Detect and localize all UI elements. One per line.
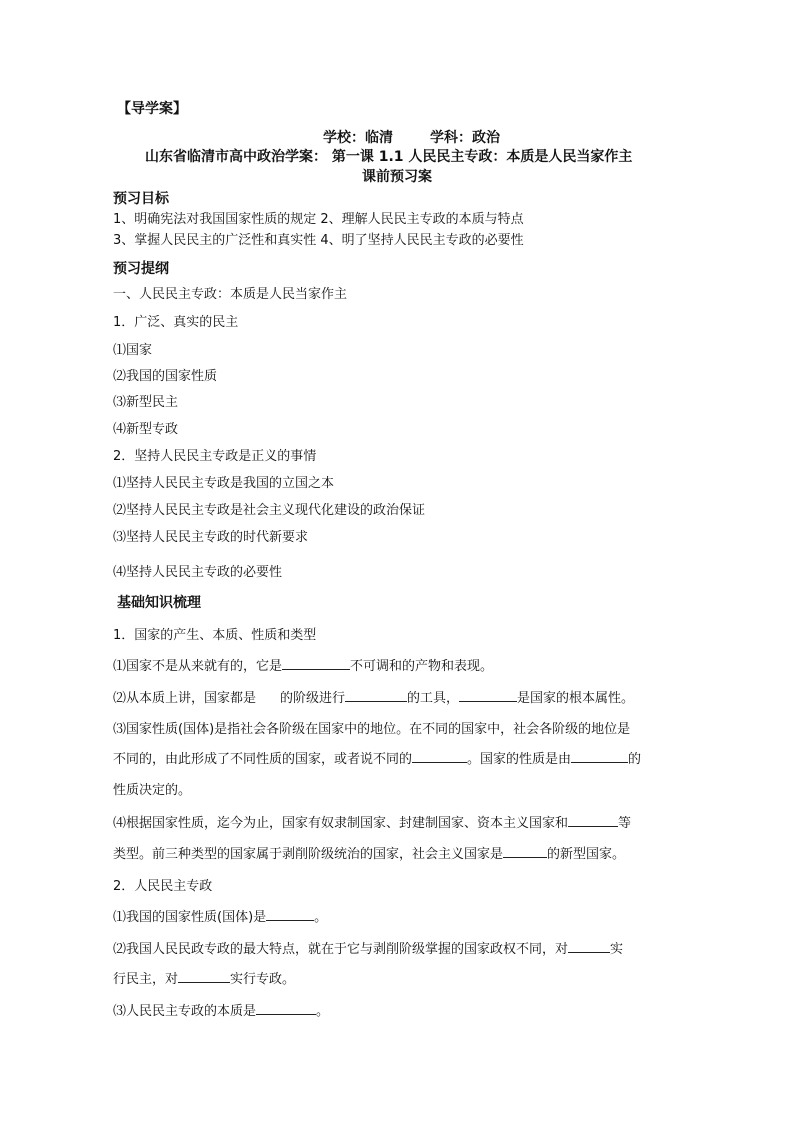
p1-text-a: ⑴我国的国家性质(国体)是 [113, 910, 267, 925]
outline-item: ⑴国家 [113, 343, 153, 358]
basics-q4-line-1 [113, 812, 631, 831]
q3-text-d: 的 [628, 752, 642, 767]
fill-blank[interactable] [568, 812, 618, 827]
basics-heading: 基础知识梳理 [117, 595, 201, 611]
q2-text-d: 是国家的根本属性。 [517, 691, 635, 706]
q4-text-d: 的新型国家。 [547, 847, 626, 862]
q1-text-b: 不可调和的产物和表现。 [350, 659, 494, 674]
school-label: 学校：临清 [323, 130, 393, 146]
outline-heading: 预习提纲 [113, 261, 169, 277]
q3-text-c: 。国家的性质是由 [467, 752, 572, 767]
document-subtitle: 课前预习案 [362, 169, 432, 185]
p3-text-b: 。 [316, 1004, 330, 1019]
basics-q3-line-1: ⑶国家性质(国体)是指社会各阶级在国家中的地位。在不同的国家中，社会各阶级的地位是 [113, 722, 631, 737]
p2-text-a: ⑵我国人民民政专政的最大特点，就在于它与剥削阶级掌握的国家政权不同，对 [113, 942, 569, 957]
q1-text-a: ⑴国家不是从来就有的，它是 [113, 659, 283, 674]
q4-text-a: ⑷根据国家性质，迄今为止，国家有奴隶制国家、封建制国家、资本主义国家和 [113, 816, 569, 831]
guide-tag: 【导学案】 [117, 101, 187, 117]
p2-text-c: 行民主，对 [113, 972, 179, 987]
outline-item: ⑷坚持人民民主专政的必要性 [113, 565, 283, 580]
q3-text-b: 不同的，由此形成了不同性质的国家，或者说不同的 [113, 752, 413, 767]
basics-p1 [113, 906, 327, 925]
p3-text-a: ⑶人民民主专政的本质是 [113, 1004, 257, 1019]
q2-text-a: ⑵从本质上讲，国家都是 [113, 691, 257, 706]
basics-p2-line-2 [113, 968, 295, 987]
outline-item: ⑷新型专政 [113, 422, 179, 437]
p2-text-d: 实行专政。 [230, 972, 296, 987]
fill-blank[interactable] [503, 843, 547, 858]
fill-blank[interactable] [459, 687, 517, 702]
subject-label: 学科：政治 [430, 130, 500, 146]
outline-item: ⑵我国的国家性质 [113, 369, 218, 384]
q4-text-b: 等 [618, 816, 632, 831]
q2-text-c: 的工具， [407, 691, 460, 706]
basics-q3-line-2 [113, 748, 641, 767]
outline-item: ⑵坚持人民民主专政是社会主义现代化建设的政治保证 [113, 503, 426, 518]
fill-blank[interactable] [568, 938, 610, 953]
outline-item: ⑴坚持人民民主专政是我国的立国之本 [113, 476, 335, 491]
basics-q4-line-2 [113, 843, 625, 862]
goals-line-2: 3、掌握人民民主的广泛性和真实性 4、明了坚持人民民主专政的必要性 [113, 233, 524, 248]
fill-blank[interactable] [282, 655, 350, 670]
p1-text-b: 。 [314, 910, 328, 925]
basics-p2-line-1 [113, 938, 623, 957]
goals-heading: 预习目标 [113, 191, 169, 207]
fill-blank[interactable] [571, 748, 628, 763]
q2-text-b: 的阶级进行 [280, 691, 346, 706]
outline-item: 2．坚持人民民主专政是正义的事情 [113, 449, 317, 464]
document-title: 山东省临清市高中政治学案： 第一课 1.1 人民民主专政：本质是人民当家作主 [145, 149, 633, 165]
p2-text-b: 实 [610, 942, 624, 957]
fill-blank[interactable] [178, 968, 230, 983]
outline-item: ⑶新型民主 [113, 395, 179, 410]
fill-blank[interactable] [266, 906, 314, 921]
fill-blank[interactable] [256, 1000, 316, 1015]
fill-blank[interactable] [345, 687, 407, 702]
basics-q3-line-3: 性质决定的。 [113, 783, 192, 798]
goals-line-1: 1、明确宪法对我国国家性质的规定 2、理解人民民主专政的本质与特点 [113, 212, 524, 227]
fill-blank[interactable] [412, 748, 467, 763]
outline-item: 一、人民民主专政：本质是人民当家作主 [113, 287, 348, 302]
outline-item: 1．广泛、真实的民主 [113, 315, 239, 330]
basics-q1 [113, 655, 493, 674]
outline-item: ⑶坚持人民民主专政的时代新要求 [113, 530, 309, 545]
basics-section-1: 1．国家的产生、本质、性质和类型 [113, 628, 317, 643]
basics-q2 [113, 687, 634, 706]
basics-p3 [113, 1000, 329, 1019]
basics-section-2: 2．人民民主专政 [113, 879, 213, 894]
q4-text-c: 类型。前三种类型的国家属于剥削阶级统治的国家，社会主义国家是 [113, 847, 504, 862]
